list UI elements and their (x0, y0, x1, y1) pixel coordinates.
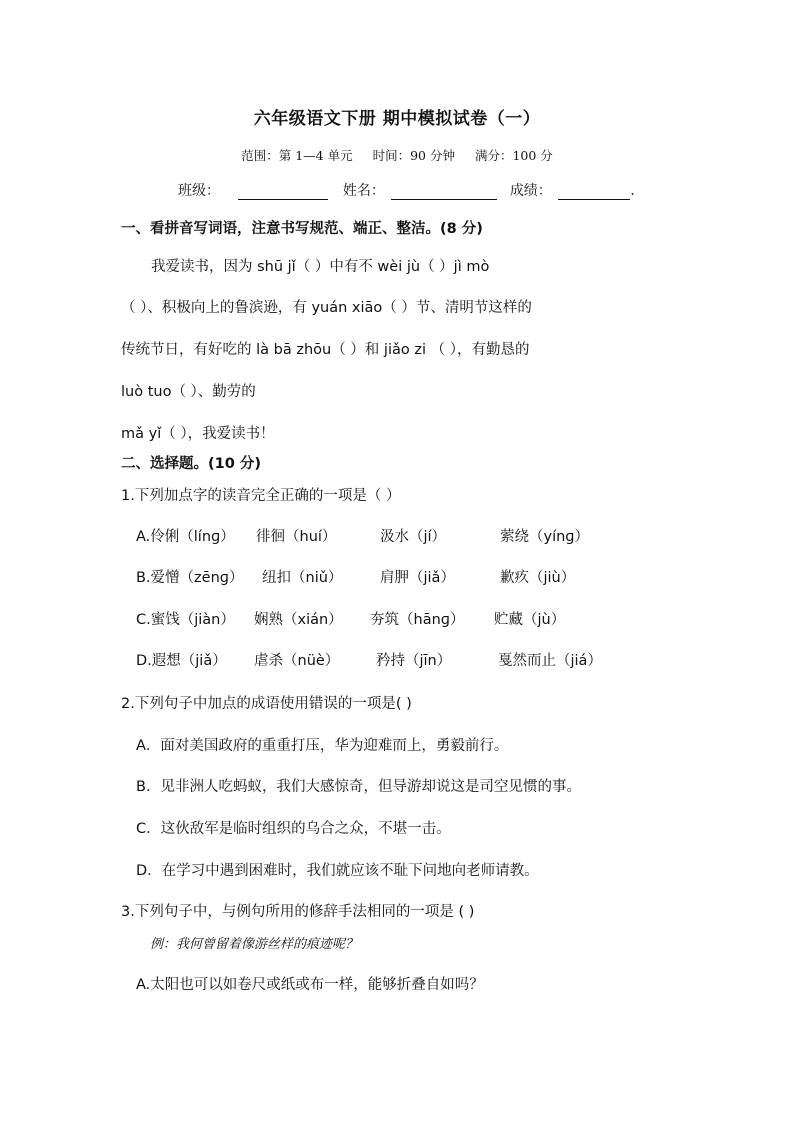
q3-choice-a[interactable]: A.太阳也可以如卷尺或纸或布一样，能够折叠自如吗？ (136, 977, 484, 993)
exam-time: 时间：90 分钟 (372, 148, 455, 163)
q1-option-b4: 歉疚（jiù） (500, 570, 576, 586)
section1-line: 我爱读书，因为 shū jǐ（ ）中有不 wèi jù（ ）jì mò (151, 259, 490, 275)
q1-option-c3: 夯筑（hānɡ） (370, 612, 465, 628)
q1-option-c1[interactable]: C.蜜饯（jiàn） (136, 612, 235, 628)
student-info-row (178, 180, 635, 200)
q2-choice-b[interactable]: B．见非洲人吃蚂蚁，我们大感惊奇，但导游却说这是司空见惯的事。 (136, 779, 581, 795)
grade-blank[interactable] (558, 183, 630, 200)
q3-example: 例：我何曾留着像游丝样的痕迹呢？ (150, 937, 359, 952)
q1-option-c2: 娴熟（xián） (254, 612, 343, 628)
q1-option-a4: 萦绕（yínɡ） (500, 529, 590, 545)
q1-option-d2: 虐杀（nüè） (254, 653, 340, 669)
section2-heading: 二、选择题。(10 分) (121, 456, 261, 472)
info-end-mark: . (630, 183, 635, 199)
exam-scope: 范围：第 1—4 单元 (241, 148, 353, 163)
q2-choice-d[interactable]: D．在学习中遇到困难时，我们就应该不耻下问地向老师请教。 (136, 863, 539, 879)
question-2-stem: 2.下列句子中加点的成语使用错误的一项是( ) (121, 696, 412, 712)
section1-line: （ ）、积极向上的鲁滨逊，有 yuán xiāo（ ）节、清明节这样的 (121, 300, 532, 316)
q1-option-a1[interactable]: A.伶俐（línɡ） (136, 529, 235, 545)
question-3-stem: 3.下列句子中，与例句所用的修辞手法相同的一项是 ( ) (121, 904, 475, 920)
name-label: 姓名： (342, 183, 385, 199)
q2-choice-a[interactable]: A．面对美国政府的重重打压，华为迎难而上，勇毅前行。 (136, 738, 509, 754)
name-blank[interactable] (391, 183, 497, 200)
section1-line: mǎ yǐ（ ），我爱读书！ (121, 426, 275, 442)
q1-option-d3: 矜持（jīn） (376, 653, 452, 669)
q1-option-d1[interactable]: D.遐想（jiǎ） (136, 653, 227, 669)
q1-option-b1[interactable]: B.爱憎（zēnɡ） (136, 570, 244, 586)
exam-score: 满分：100 分 (474, 148, 553, 163)
question-1-stem: 1.下列加点字的读音完全正确的一项是（ ） (121, 488, 401, 504)
q1-option-d4: 戛然而止（jiá） (498, 653, 602, 669)
section1-heading: 一、看拼音写词语，注意书写规范、端正、整洁。(8 分) (121, 221, 483, 237)
q1-option-c4: 贮藏（jù） (494, 612, 566, 628)
grade-label: 成绩： (509, 183, 552, 199)
section1-line: 传统节日，有好吃的 là bā zhōu（ ）和 jiǎo zi （ ），有勤恳的 (121, 342, 530, 358)
q1-option-a3: 汲水（jí） (380, 529, 447, 545)
exam-title: 六年级语文下册 期中模拟试卷（一） (253, 109, 541, 129)
exam-meta (0, 146, 794, 164)
q1-option-b3: 肩胛（jiǎ） (380, 570, 455, 586)
class-label: 班级： (178, 183, 220, 199)
q1-option-b2: 纽扣（niǔ） (262, 570, 343, 586)
q2-choice-c[interactable]: C．这伙敌军是临时组织的乌合之众，不堪一击。 (136, 821, 451, 837)
class-blank[interactable] (238, 183, 328, 200)
q1-option-a2: 徘徊（huí） (256, 529, 337, 545)
section1-line: luò tuo（ ）、勤劳的 (121, 384, 256, 400)
